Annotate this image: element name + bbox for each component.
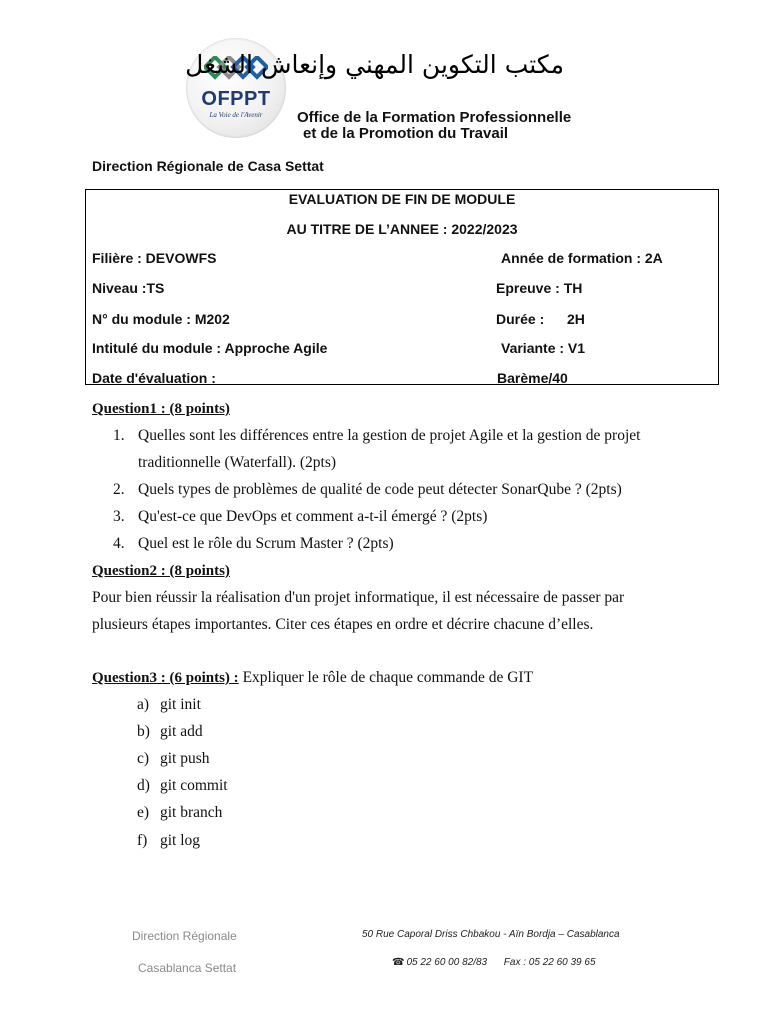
telephone-icon: ☎ bbox=[392, 957, 405, 968]
annee-formation: Année de formation : 2A bbox=[501, 250, 663, 266]
filiere: Filière : DEVOWFS bbox=[92, 250, 217, 266]
git-command: git init bbox=[160, 696, 201, 713]
niveau: Niveau :TS bbox=[92, 280, 165, 296]
direction-regionale: Direction Régionale de Casa Settat bbox=[92, 158, 324, 174]
q1-item-4: Quel est le rôle du Scrum Master ? (2pts) bbox=[138, 535, 394, 552]
office-line-1: Office de la Formation Professionnelle bbox=[297, 109, 572, 126]
academic-year: AU TITRE DE L’ANNEE : 2022/2023 bbox=[286, 221, 518, 237]
git-command: git add bbox=[160, 723, 203, 740]
q1-item-number: 2. bbox=[113, 481, 125, 498]
question1-heading: Question1 : (8 points) bbox=[92, 401, 230, 417]
q1-item-2: Quels types de problèmes de qualité de code peut détecter SonarQube ? (2pts) bbox=[138, 481, 622, 498]
variante: Variante : V1 bbox=[501, 340, 586, 356]
footer-fax: Fax : 05 22 60 39 65 bbox=[503, 957, 596, 968]
office-line-2: et de la Promotion du Travail bbox=[303, 125, 509, 142]
footer-direction: Direction Régionale bbox=[132, 929, 237, 943]
question3-line bbox=[92, 669, 533, 687]
question3-heading: Question3 : (6 points) : bbox=[92, 670, 239, 686]
bareme: Barème/40 bbox=[497, 370, 568, 386]
git-item-letter: c) bbox=[137, 750, 150, 767]
q1-item-3: Qu'est-ce que DevOps et comment a-t-il émergé ? (2pts) bbox=[138, 508, 488, 525]
evaluation-title: EVALUATION DE FIN DE MODULE bbox=[288, 191, 516, 207]
git-item-letter: a) bbox=[137, 696, 150, 713]
numero-module: N° du module : M202 bbox=[92, 311, 230, 327]
footer-phone: 05 22 60 00 82/83 bbox=[406, 957, 488, 968]
logo-text: OFPPT bbox=[201, 88, 271, 110]
footer-address: 50 Rue Caporal Driss Chbakou - Aïn Bordja – Casablanca bbox=[362, 929, 620, 940]
git-command: git branch bbox=[160, 804, 223, 821]
question2-text-line1: Pour bien réussir la réalisation d'un projet informatique, il est nécessaire de passer par bbox=[92, 589, 625, 606]
q1-item-number: 4. bbox=[113, 535, 125, 552]
q1-item-1-continued: traditionnelle (Waterfall). (2pts) bbox=[138, 454, 337, 471]
date-evaluation: Date d'évaluation : bbox=[92, 370, 216, 386]
epreuve: Epreuve : TH bbox=[496, 280, 583, 296]
question3-intro: Expliquer le rôle de chaque commande de GIT bbox=[238, 669, 534, 686]
footer-region: Casablanca Settat bbox=[138, 961, 237, 975]
evaluation-info-box bbox=[85, 189, 719, 385]
question2-text-line2: plusieurs étapes importantes. Citer ces étapes en ordre et décrire chacune d’elles. bbox=[92, 616, 594, 633]
git-item-letter: f) bbox=[137, 832, 148, 849]
duree-value: 2H bbox=[567, 311, 585, 327]
git-item-letter: b) bbox=[137, 723, 150, 740]
arabic-title: مكتب التكوين المهني وإنعاش الشغل bbox=[185, 50, 564, 79]
git-item-letter: d) bbox=[137, 777, 150, 794]
question2-heading: Question2 : (8 points) bbox=[92, 563, 230, 579]
intitule-module: Intitulé du module : Approche Agile bbox=[92, 340, 328, 356]
q1-item-number: 3. bbox=[113, 508, 125, 525]
footer-contact bbox=[392, 957, 596, 968]
logo-tagline: La Voie de l'Avenir bbox=[209, 111, 263, 119]
git-item-letter: e) bbox=[137, 804, 150, 821]
q1-item-number: 1. bbox=[113, 427, 125, 444]
q1-item-1: Quelles sont les différences entre la gestion de projet Agile et la gestion de projet bbox=[138, 427, 641, 444]
git-command: git push bbox=[160, 750, 210, 767]
git-command: git commit bbox=[160, 777, 228, 794]
duree-label: Durée : bbox=[496, 311, 545, 327]
git-command: git log bbox=[160, 832, 201, 849]
